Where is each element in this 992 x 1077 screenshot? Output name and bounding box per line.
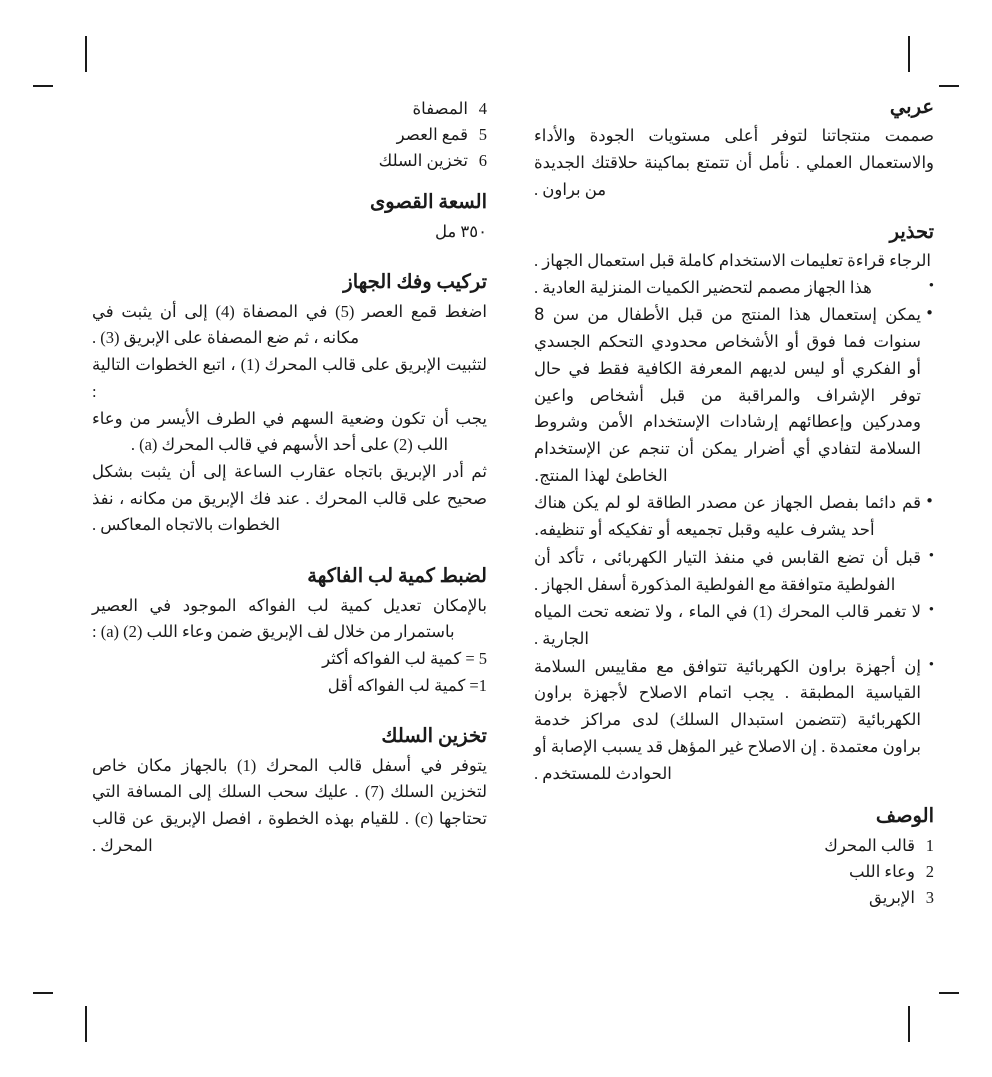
- capacity-heading: السعة القصوى: [370, 192, 487, 214]
- pulp-adjust-paragraph: بالإمكان تعديل كمية لب الفواكه الموجود في العصير باستمرار من خلال لف الإبريق ضمن وعاء اللب (2) (a) :: [92, 595, 487, 642]
- part-label: قمع العصر: [396, 125, 468, 145]
- warning-bullet-item: • قبل أن تضع القابس في منفذ التيار الكهربائى ، تأكد أن الفولطية متوافقة مع الفولطية المذكورة أسفل الجهاز .: [534, 545, 934, 598]
- description-parts-list-continued: [92, 96, 487, 174]
- crop-mark-bottom-right-vertical: [908, 1006, 910, 1042]
- list-item: [534, 859, 934, 885]
- warning-bullet-item: • إن أجهزة براون الكهربائية تتوافق مع مقاييس السلامة القياسية المطبقة . يجب اتمام الاصلاح لأجهزة براون الكهربائية (تتضمن استبدال السلك) لدى مراكز خدمة براون معتمدة . إن الاصلاح غير المؤهل قد يسبب الإصابة أو الحوادث للمستخدم .: [534, 654, 934, 788]
- list-item: [92, 148, 487, 174]
- warning-bullet-list: [534, 275, 934, 788]
- crop-mark-bottom-right-horizontal: [939, 992, 959, 994]
- warning-bullet-item: • لا تغمر قالب المحرك (1) في الماء ، ولا تضعه تحت المياه الجارية .: [534, 599, 934, 652]
- right-column: [534, 96, 934, 911]
- warning-bullet-item: • قم دائما بفصل الجهاز عن مصدر الطاقة لو لم يكن هناك أحد يشرف عليه وقبل تجميعه أو تفكيكه أو تنظيفه.: [534, 490, 934, 543]
- crop-mark-bottom-left-vertical: [85, 1006, 87, 1042]
- warning-heading: تحذير: [889, 221, 934, 243]
- pulp-adjust-heading: لضبط كمية لب الفاكهة: [307, 566, 487, 588]
- spacer: [534, 204, 934, 221]
- warning-intro-paragraph: الرجاء قراءة تعليمات الاستخدام كاملة قبل استعمال الجهاز .: [534, 250, 931, 270]
- list-item: [92, 122, 487, 148]
- warning-bullet-item: • هذا الجهاز مصمم لتحضير الكميات المنزلية العادية .: [534, 275, 934, 302]
- part-number: 1: [925, 835, 934, 855]
- part-number: 4: [478, 99, 487, 118]
- left-column: [92, 96, 487, 860]
- crop-mark-top-right-horizontal: [939, 85, 959, 87]
- part-label: قالب المحرك: [824, 835, 915, 855]
- spacer: [92, 539, 487, 565]
- description-parts-list: [534, 833, 934, 911]
- cord-storage-heading: تخزين السلك: [381, 726, 487, 748]
- spacer: [92, 699, 487, 725]
- intro-paragraph: صممت منتجاتنا لتوفر أعلى مستويات الجودة والأداء والاستعمال العملي . نأمل أن تتمتع بماكينة حلاقتك الجديدة من براون .: [534, 126, 934, 199]
- description-heading: الوصف: [875, 806, 934, 828]
- crop-mark-top-left-horizontal: [33, 85, 53, 87]
- assembly-heading: تركيب وفك الجهاز: [343, 272, 487, 294]
- pulp-setting-line: 1= كمية لب الفواكه أقل: [327, 675, 487, 695]
- part-number: 2: [925, 861, 934, 881]
- assembly-paragraph: ثم أدر الإبريق باتجاه عقارب الساعة إلى أن يثبت بشكل صحيح على قالب المحرك . عند فك الإبريق من مكانه ، نفذ الخطوات بالاتجاه المعاكس .: [92, 461, 487, 535]
- crop-mark-top-left-vertical: [85, 36, 87, 72]
- assembly-paragraph: لتثبيت الإبريق على قالب المحرك (1) ، اتبع الخطوات التالية :: [92, 355, 487, 401]
- part-label: المصفاة: [412, 99, 468, 118]
- spacer: [92, 245, 487, 271]
- capacity-value: ٣٥٠ مل: [434, 221, 487, 241]
- pulp-setting-line: 5 = كمية لب الفواكه أكثر: [322, 648, 487, 668]
- spacer: [534, 788, 934, 805]
- part-number: 3: [925, 887, 934, 907]
- part-number: 5: [478, 125, 487, 145]
- assembly-paragraph: اضغط قمع العصر (5) في المصفاة (4) إلى أن يثبت في مكانه ، ثم ضع المصفاة على الإبريق (3) .: [92, 301, 488, 348]
- language-heading: عربي: [889, 97, 934, 118]
- assembly-paragraph: يجب أن تكون وضعية السهم في الطرف الأيسر من وعاء اللب (2) على أحد الأسهم في قالب المحرك (a) .: [92, 408, 487, 455]
- crop-mark-bottom-left-horizontal: [33, 992, 53, 994]
- part-label: تخزين السلك: [378, 151, 468, 171]
- part-label: وعاء اللب: [849, 861, 915, 881]
- crop-mark-top-right-vertical: [908, 36, 910, 72]
- list-item: [534, 833, 934, 859]
- cord-storage-paragraph: يتوفر في أسفل قالب المحرك (1) بالجهاز مكان خاص لتخزين السلك (7) . عليك سحب السلك إلى المسافة التي تحتاجها (c) . للقيام بهذه الخطوة ، افصل الإبريق عن قالب المحرك .: [92, 755, 488, 855]
- part-label: الإبريق: [868, 887, 915, 907]
- spacer: [92, 174, 487, 191]
- part-number: 6: [478, 151, 487, 171]
- list-item: [534, 885, 934, 911]
- warning-bullet-item: • يمكن إستعمال هذا المنتج من قبل الأطفال من سن 8 سنوات فما فوق أو الأشخاص محدودي التحكم الجسدي أو الفكري أو ليس لديهم المعرفة الكافية فقط في حال توفر الإشراف والمراقبة من قبل أشخاص واعين ومدركين وإعطائهم إرشادات الإستخدام الأمن وشروط السلامة لتفادي أي أضرار يمكن أن تنجم عن الإستخدام الخاطئ لهذا المنتج.: [534, 302, 934, 489]
- list-item: [92, 96, 487, 122]
